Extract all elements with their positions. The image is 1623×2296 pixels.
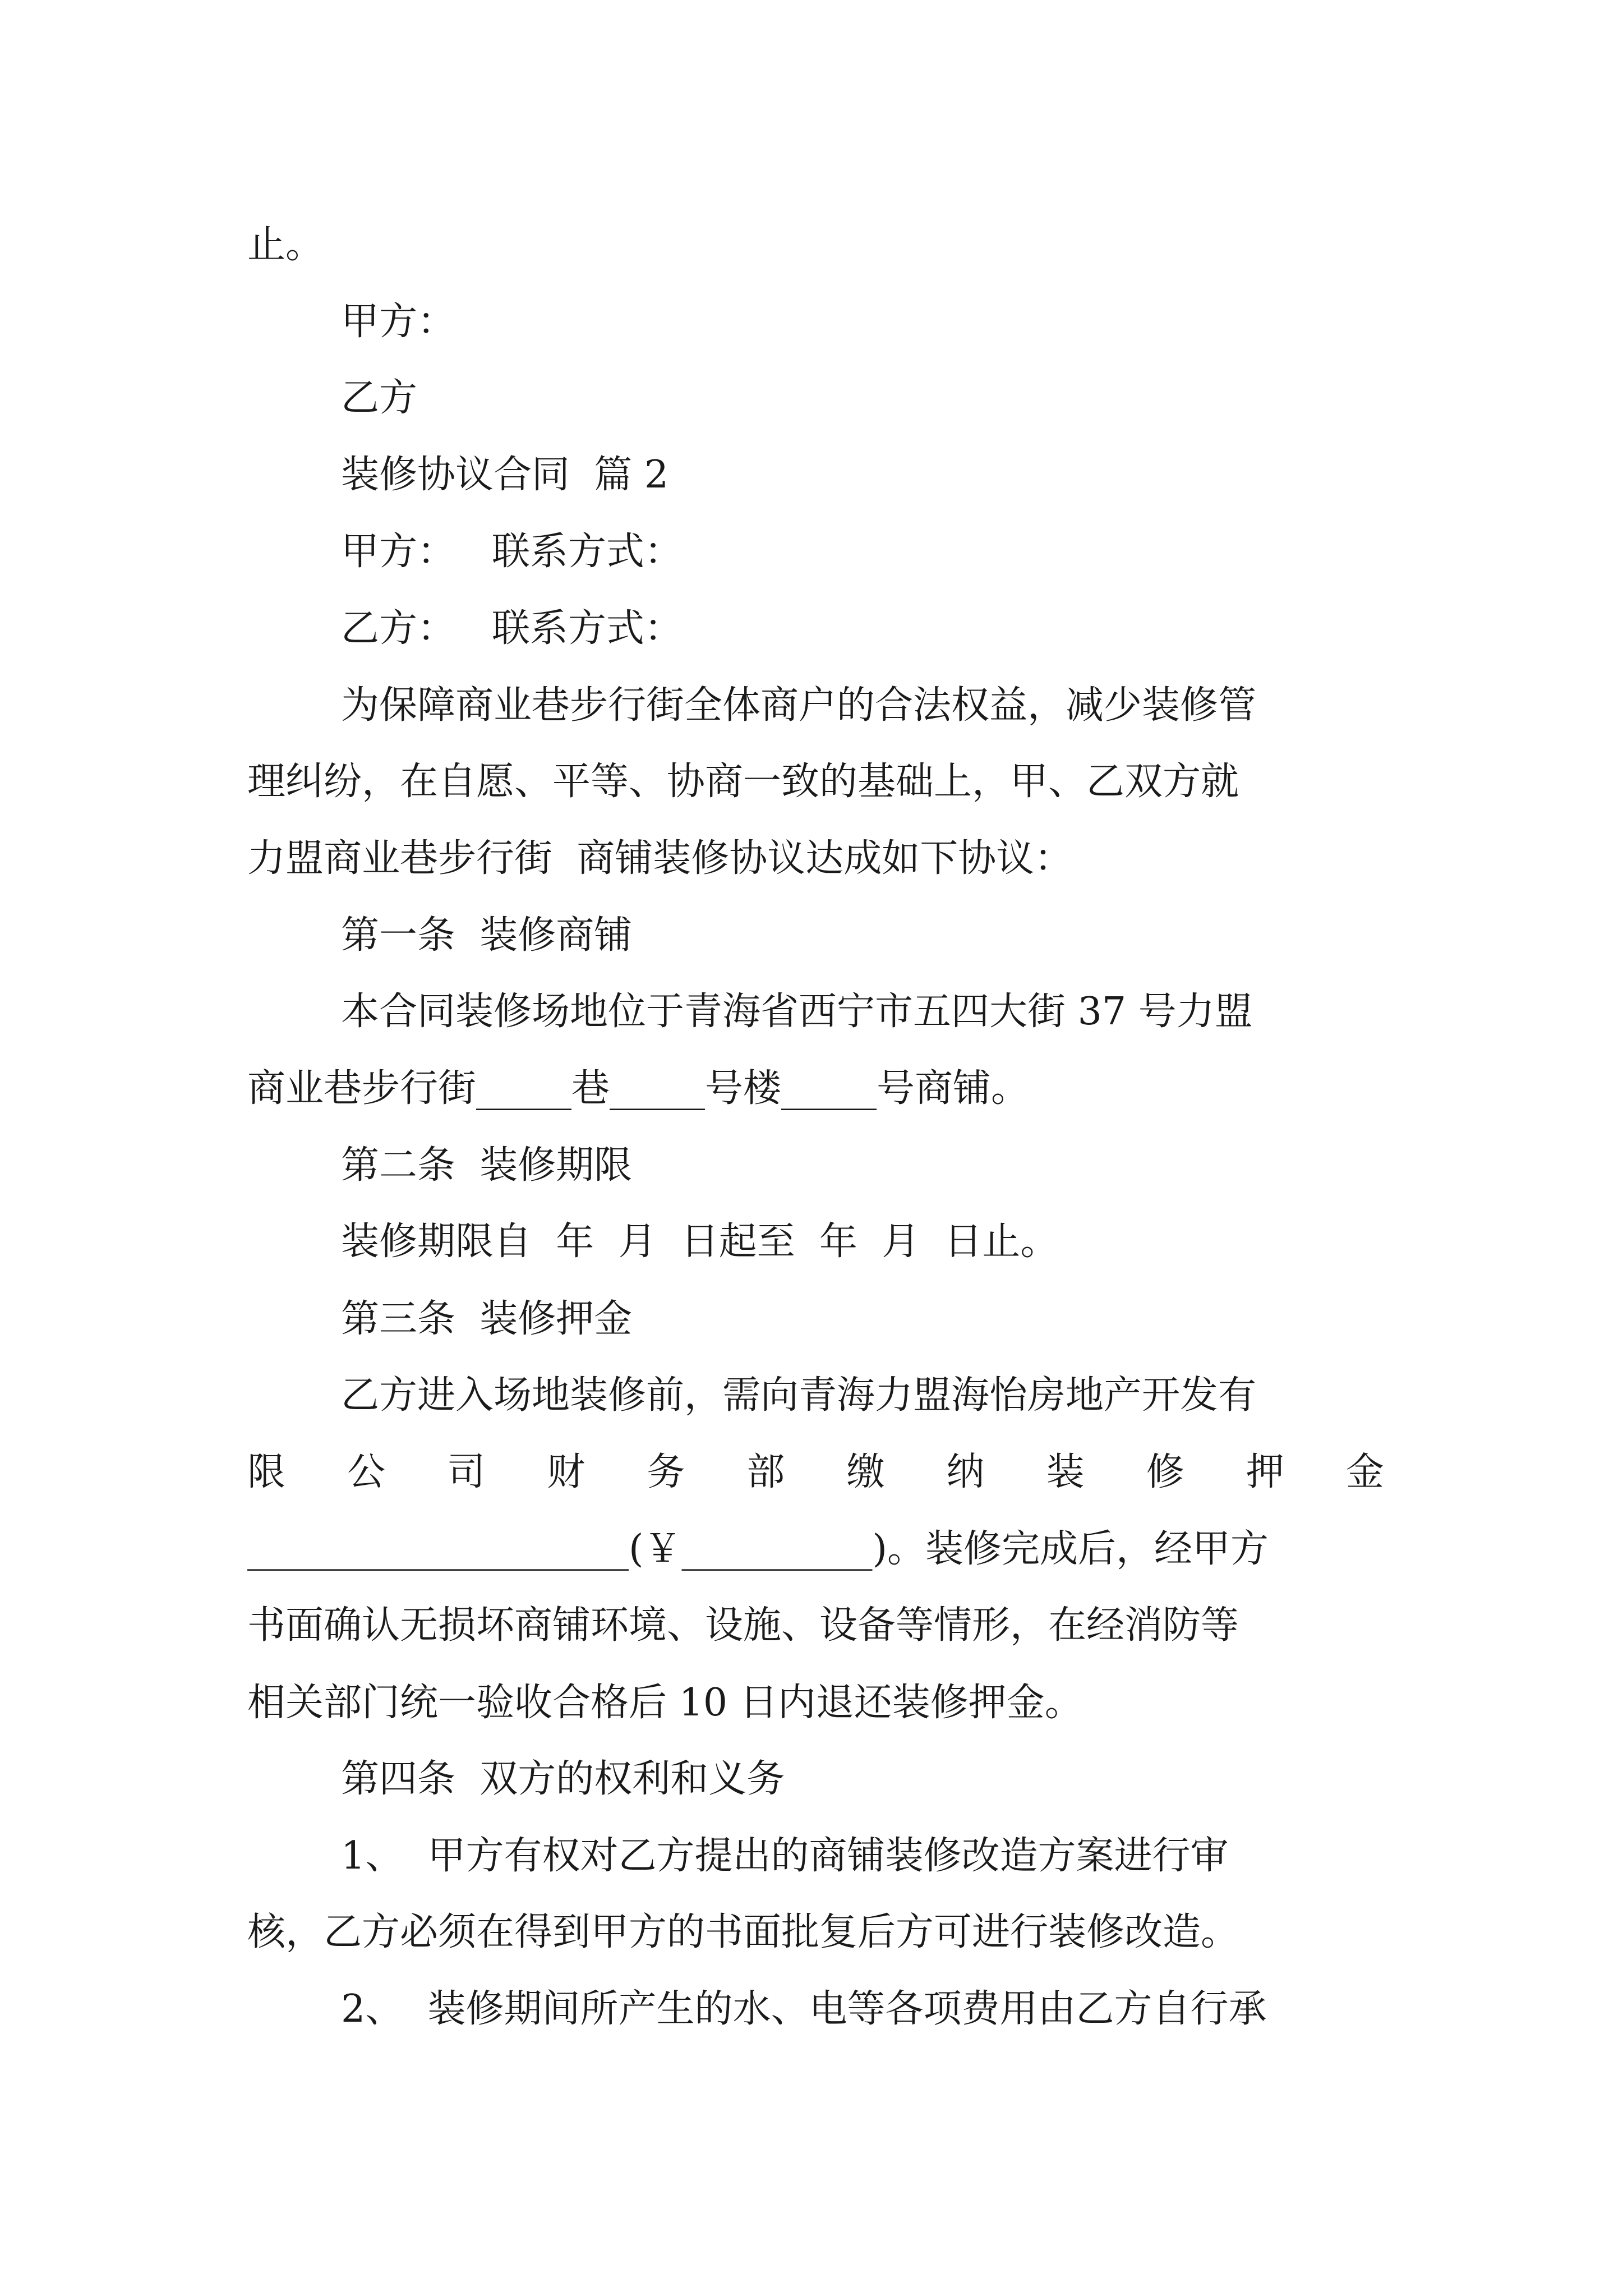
preamble-line-3: 力盟商业巷步行街 商铺装修协议达成如下协议： — [247, 836, 1073, 881]
article-4-item-1-line-2: 核，乙方必须在得到甲方的书面批复后方可进行装修改造。 — [247, 1910, 1239, 1954]
article-1-heading: 第一条 装修商铺 — [341, 913, 633, 958]
spaced-char: 押 — [1246, 1450, 1284, 1494]
spaced-char: 务 — [647, 1450, 685, 1494]
spaced-char: 纳 — [946, 1450, 985, 1494]
article-4-item-2-line-1: 2、 装修期间所产生的水、电等各项费用由乙方自行承 — [341, 1987, 1267, 2031]
spaced-char: 装 — [1046, 1450, 1085, 1494]
article-3-line-4: 书面确认无损坏商铺环境、设施、设备等情形，在经消防等 — [247, 1603, 1239, 1648]
party-b-contact-line: 乙方： 联系方式： — [341, 606, 683, 651]
preamble-line-2: 理纠纷，在自愿、平等、协商一致的基础上，甲、乙双方就 — [247, 760, 1239, 804]
article-3-line-1: 乙方进入场地装修前，需向青海力盟海怡房地产开发有 — [341, 1373, 1257, 1418]
article-3-line-5: 相关部门统一验收合格后 10 日内退还装修押金。 — [247, 1681, 1083, 1725]
article-4-heading: 第四条 双方的权利和义务 — [341, 1757, 785, 1801]
contract-section-title: 装修协议合同 篇 2 — [341, 453, 669, 497]
party-a-contact-line: 甲方： 联系方式： — [341, 530, 683, 574]
article-4-item-1-line-1: 1、 甲方有权对乙方提出的商铺装修改造方案进行审 — [341, 1834, 1229, 1878]
article-1-line-1: 本合同装修场地位于青海省西宁市五四大街 37 号力盟 — [341, 990, 1253, 1034]
spaced-char: 公 — [347, 1450, 386, 1494]
spaced-char: 部 — [746, 1450, 785, 1494]
party-b-signature-label: 乙方 — [341, 376, 418, 420]
text-line-1: 止。 — [247, 223, 324, 267]
preamble-line-1: 为保障商业巷步行街全体商户的合法权益，减少装修管 — [341, 683, 1257, 728]
spaced-char: 修 — [1146, 1450, 1184, 1494]
spaced-char: 金 — [1345, 1450, 1384, 1494]
article-1-line-2: 商业巷步行街_____巷_____号楼_____号商铺。 — [247, 1066, 1030, 1111]
spaced-char: 限 — [247, 1450, 286, 1494]
article-2-heading: 第二条 装修期限 — [341, 1143, 633, 1188]
spaced-char: 司 — [447, 1450, 486, 1494]
article-3-heading: 第三条 装修押金 — [341, 1297, 633, 1341]
spaced-char: 缴 — [846, 1450, 885, 1494]
party-a-signature-label: 甲方： — [341, 300, 456, 344]
article-3-line-3: ____________________(￥__________)。装修完成后，经甲方 — [247, 1527, 1269, 1571]
article-3-line-2 — [247, 1450, 1384, 1494]
article-2-line-1: 装修期限自 年 月 日起至 年 月 日止。 — [341, 1220, 1059, 1264]
spaced-char: 财 — [547, 1450, 585, 1494]
